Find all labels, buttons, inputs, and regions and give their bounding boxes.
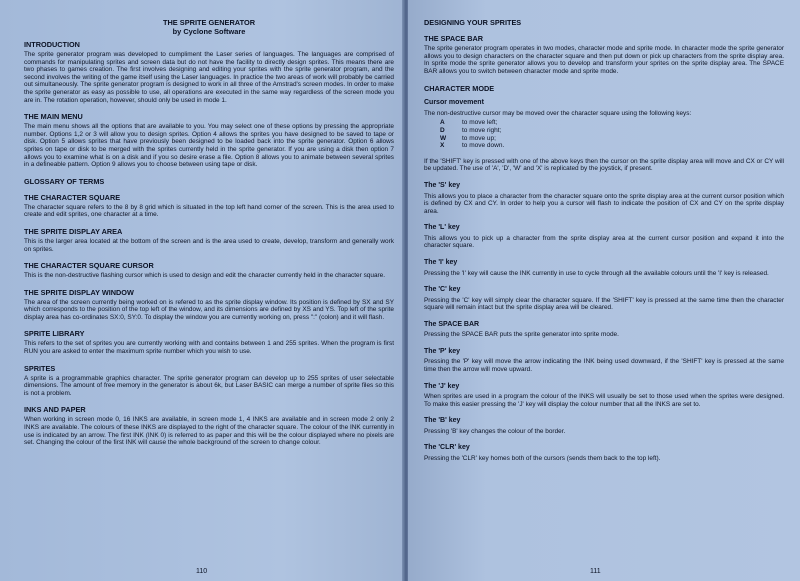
section-text: This allows you to pick up a character from the sprite display area at the current cursor position and expand it into the character square. [424, 234, 784, 250]
character-mode-heading: CHARACTER MODE [424, 84, 495, 94]
section-cursor-movement [424, 99, 784, 173]
section-character-square [24, 193, 394, 219]
section-text: The sprite generator program operates in two modes, character mode and sprite mode. In character mode the sprite generator allows you to design characters on the character square and then put down or pick up characters from the sprite display area. In sprite mode the sprite generator allows you to develop and transform your sprites on the sprite display area. The SPACE BAR allows you to switch between character mode and sprite mode. [424, 45, 784, 75]
section-heading: The SPACE BAR [424, 320, 480, 328]
section-character-square-cursor [24, 261, 394, 280]
key-action: to move down. [462, 142, 505, 150]
key-action: to move up; [462, 134, 496, 142]
section-text: The non-destructive cursor may be moved over the character square using the following keys: [424, 109, 692, 117]
section-introduction [24, 40, 394, 104]
section-heading: The 'CLR' key [424, 444, 470, 452]
section-heading: Cursor movement [424, 99, 484, 107]
section-text: When working in screen mode 0, 16 INKS are available, in screen mode 1, 4 INKS are available and in screen mode 2 only 2 INKS are available. The colours of these INKS are displayed to the right of the character square. The colour of the INK currently in use is indicated by an arrow. The first INK (INK 0) is referred to as paper and this will be the colour displayed where no pixels are set. Changing the colour of the first INK will cause the whole background of the screen to change colour. [24, 416, 394, 447]
section-heading: THE CHARACTER SQUARE [24, 192, 121, 202]
section-text: The character square refers to the 8 by 8 grid which is situated in the top left hand corner of the screen. This is the area used to create and edit sprites, one character at a time. [24, 203, 394, 219]
section-text: Pressing the 'CLR' key homes both of the cursors (sends them back to the top left). [424, 454, 661, 462]
section-sprites [24, 364, 394, 398]
section-heading: The 'J' key [424, 382, 460, 390]
section-text: This is the larger area located at the bottom of the screen and is the area used to create, develop, transform and generally work on sprites. [24, 237, 394, 253]
page-number: 111 [590, 568, 601, 575]
section-text: If the 'SHIFT' key is pressed with one of the above keys then the cursor on the sprite display area will move and CX or CY will be updated. The use of 'A', 'D', 'W' and 'X' is replicated by the joystick, if present. [424, 157, 784, 173]
page-heading: DESIGNING YOUR SPRITES [424, 18, 522, 27]
section-space-bar [424, 321, 784, 339]
section-j-key [424, 383, 784, 409]
key-letter: W [440, 134, 447, 142]
section-p-key [424, 348, 784, 374]
section-sprite-library [24, 329, 394, 355]
section-s-key [424, 182, 784, 215]
section-sprite-display-area [24, 227, 394, 253]
section-heading: GLOSSARY OF TERMS [24, 176, 105, 186]
section-heading: THE MAIN MENU [24, 112, 83, 122]
section-text: Pressing the 'P' key will move the arrow indicating the INK being used downward, if the 'SHIFT' key is pressed at the same time then the arrow will move upward. [424, 358, 784, 373]
section-sprite-display-window [24, 288, 394, 322]
section-heading: SPRITES [24, 363, 56, 373]
section-l-key [424, 224, 784, 250]
section-heading: The 'P' key [424, 347, 461, 355]
title-line: THE SPRITE GENERATOR [162, 18, 256, 27]
section-glossary [24, 177, 394, 186]
section-text: Pressing the 'I' key will cause the INK currently in use to cycle through all the available colours until the 'I' key is released. [424, 269, 769, 277]
section-b-key [424, 417, 784, 435]
document-title [24, 18, 394, 36]
section-heading: INTRODUCTION [24, 40, 80, 49]
key-letter: A [440, 119, 445, 127]
section-text: This refers to the set of sprites you are currently working with and contains between 1 and 255 sprites. When the program is first RUN you are asked to enter the maximum sprite number which you wish to use. [24, 340, 394, 356]
section-heading: THE CHARACTER SQUARE CURSOR [24, 261, 154, 271]
section-space-bar-intro [424, 34, 784, 75]
section-heading: The 'C' key [424, 286, 461, 294]
key-action: to move left; [462, 119, 498, 127]
section-heading: SPRITE LIBRARY [24, 329, 85, 339]
key-row [440, 142, 784, 150]
section-heading: THE SPRITE DISPLAY WINDOW [24, 287, 134, 297]
section-main-menu [24, 112, 394, 169]
section-text: This allows you to place a character from the character square onto the sprite display area at the current cursor position which is defined by CX and CY. In order to help you a cursor will flash to indicate the position of CX and CY on the sprite display area. [424, 192, 784, 215]
section-heading: THE SPACE BAR [424, 34, 484, 43]
section-heading: The 'I' key [424, 259, 458, 266]
key-action: to move right; [462, 127, 502, 135]
key-list [440, 119, 784, 149]
section-text: The sprite generator program was developed to cumpliment the Laser series of languages. The languages are comprised of commands for manipulating sprites and screen data but do not have the facility to directly design sprites. This means there are two phases to games creation. The first involves designing and editing your sprites with the sprite generator program, and the second involves the writing of the game itself using the Laser languages. In practice the two areas of work will probably be carried out simultaneously. The sprite generator program is designed to work in all three of the Amstrad's screen modes. In order to make the sprite generator as easy as possible to use, all operations are executed in the same way regardless of the screen mode you are in. The rotation operation, however, should only be used in mode 1. [24, 51, 394, 104]
key-letter: D [440, 127, 445, 135]
key-row [440, 127, 784, 135]
section-inks-and-paper [24, 405, 394, 446]
key-row [440, 135, 784, 143]
section-text: Pressing the SPACE BAR puts the sprite generator into sprite mode. [424, 331, 619, 339]
section-heading: THE SPRITE DISPLAY AREA [24, 226, 123, 236]
section-heading: The 'S' key [424, 182, 461, 190]
section-i-key [424, 259, 784, 277]
section-text: Pressing 'B' key changes the colour of the border. [424, 427, 566, 435]
section-c-key [424, 286, 784, 312]
subtitle-line: by Cyclone Software [172, 27, 246, 36]
section-text: The area of the screen currently being worked on is refered to as the sprite display window. Its position is defined by SX and SY which corresponds to the position of the top left of the window, and its dimensions are defined by XS and YS. Top left of the sprite display area has co-ordinates SX:0, SY:0. To display the window you are currently working on, press ":" (colon) and it will flash. [24, 298, 394, 321]
section-text: The main menu shows all the options that are available to you. You may select one of these options by pressing the appropriate number. Options 1,2 or 3 will allow you to design sprites. Option 4 allows the sprites you have designed to be saved to tape or disk. Option 5 allows sprites that have previously been designed to be loaded back into the sprite generator. Option 6 allows sprites on tape or disk to be merged with the sprites currently held in the sprite generator. If you are using a disk then option 7 allows you to examine what is on a disk and if you so desire erase a file. Option 8 allows you to animate between several sprites in a defineable pattern. Option 9 allows you to choose between using tape or disk. [24, 123, 394, 169]
section-heading: The 'B' key [424, 417, 461, 425]
section-text: Pressing the 'C' key will simply clear the character square. If the 'SHIFT' key is pressed at the same time then the character square will remain intact but the sprite display area will be cleared. [424, 296, 784, 312]
section-text: A sprite is a programmable graphics character. The sprite generator program can develop up to 255 sprites of user selectable dimensions. The amount of free memory in the generator is about 6k, but Laser BASIC can merge a number of sprite files so this is not a problem. [24, 374, 394, 397]
section-heading: INKS AND PAPER [24, 405, 86, 415]
page-number: 110 [196, 568, 208, 575]
right-page [408, 0, 800, 581]
key-row [440, 119, 784, 127]
section-heading: The 'L' key [424, 224, 460, 232]
section-clr-key [424, 444, 784, 462]
section-text: This is the non-destructive flashing cursor which is used to design and edit the character currently held in the character square. [24, 272, 386, 280]
section-text: When sprites are used in a program the colour of the INKS will usually be set to those used when the sprites were designed. To make this easier pressing the 'J' key will display the colour number that all the INKS are set to. [424, 393, 784, 408]
key-letter: X [440, 142, 445, 150]
